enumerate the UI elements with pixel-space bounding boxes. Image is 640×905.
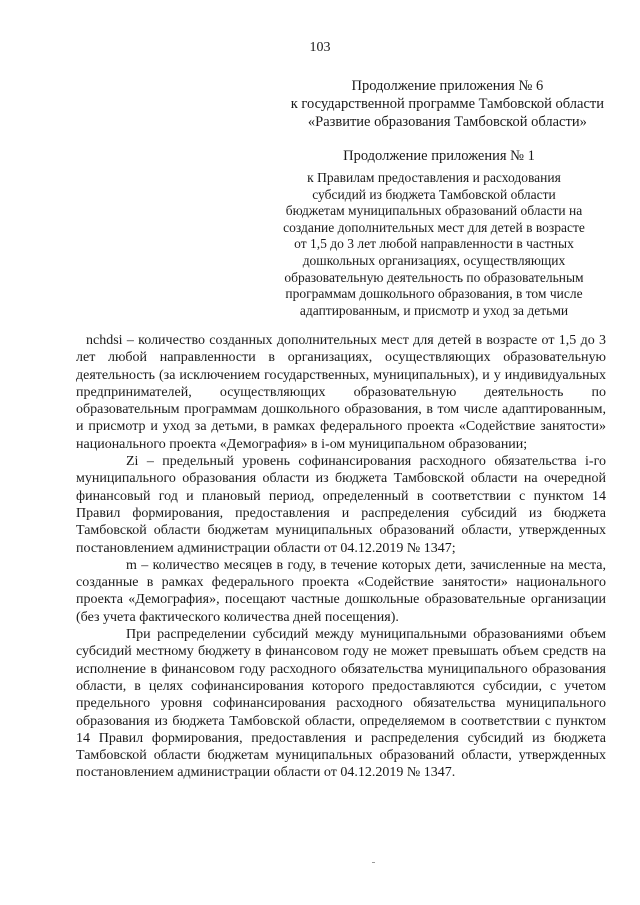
appendix-heading: [291, 77, 604, 131]
definition-zi: Zi – предельный уровень софинансирования расходного обязательства i-го муниципального образования области из бюджета Тамбовской области на очередной финансовый год и плановый период, определенный в соответствии с пунктом 14 Правил формирования, предоставления и распределения субсидий из бюджета Тамбовской области бюджетам муниципальных образований области, утвержденных постановлением администрации области от 04.12.2019 № 1347;: [76, 454, 606, 556]
appendix-line: к государственной программе Тамбовской области: [290, 96, 604, 112]
rules-reference: [264, 170, 604, 319]
scan-speck: [372, 862, 375, 863]
distribution-paragraph: При распределении субсидий между муниципальными образованиями объем субсидий местному бюджету в финансовом году не может превышать объем средств на исполнение в финансовом году расходного обязательства муниципального образования области, в целях софинансирования которого предоставляются субсидии, с учетом предельного уровня софинансирования расходного обязательства муниципального образования из бюджета Тамбовской области, определяемом в соответствии с пунктом 14 Правил формирования, предоставления и распределения субсидий из бюджета Тамбовской области бюджетам муниципальных образований области, утвержденных постановлением администрации области от 04.12.2019 № 1347.: [76, 627, 606, 781]
definition-m: m – количество месяцев в году, в течение которых дети, зачисленные на места, созданные в рамках федерального проекта «Содействие занятости» национального проекта «Демография», посещают частные дошкольные образовательные организации (без учета фактического количества дней посещения).: [76, 557, 606, 625]
sub-appendix-title: Продолжение приложения № 1: [343, 148, 535, 164]
rules-line: субсидий из бюджета Тамбовской области: [312, 186, 556, 202]
appendix-line: «Развитие образования Тамбовской области»: [307, 114, 587, 130]
rules-line: адаптированным, и присмотр и уход за детьми: [299, 302, 569, 318]
appendix-line: Продолжение приложения № 6: [351, 78, 544, 94]
rules-line: к Правилам предоставления и расходования: [307, 170, 561, 185]
rules-line: дошкольных организациях, осуществляющих: [302, 252, 566, 268]
rules-line: бюджетам муниципальных образований области на: [285, 203, 583, 219]
rules-line: образовательную деятельность по образовательным: [284, 269, 584, 285]
definition-nchdsi: nchdsi – количество созданных дополнительных мест для детей в возрасте от 1,5 до 3 лет любой направленности в организациях, осуществляющих образовательную деятельность (за исключением государственных, муниципальных), и у индивидуальных предпринимателей, осуществляющих образовательную деятельность по образовательным программам дошкольного образования, в том числе адаптированным, и присмотр и уход за детьми, в рамках федерального проекта «Содействие занятости» национального проекта «Демография» в i-ом муниципальном образовании;: [76, 333, 606, 452]
body-text: [76, 332, 606, 782]
page-number: 103: [309, 40, 331, 55]
rules-line: создание дополнительных мест для детей в возрасте: [283, 219, 585, 235]
rules-line: программам дошкольного образования, в том числе: [285, 286, 583, 302]
rules-line: от 1,5 до 3 лет любой направленности в частных: [294, 236, 574, 252]
